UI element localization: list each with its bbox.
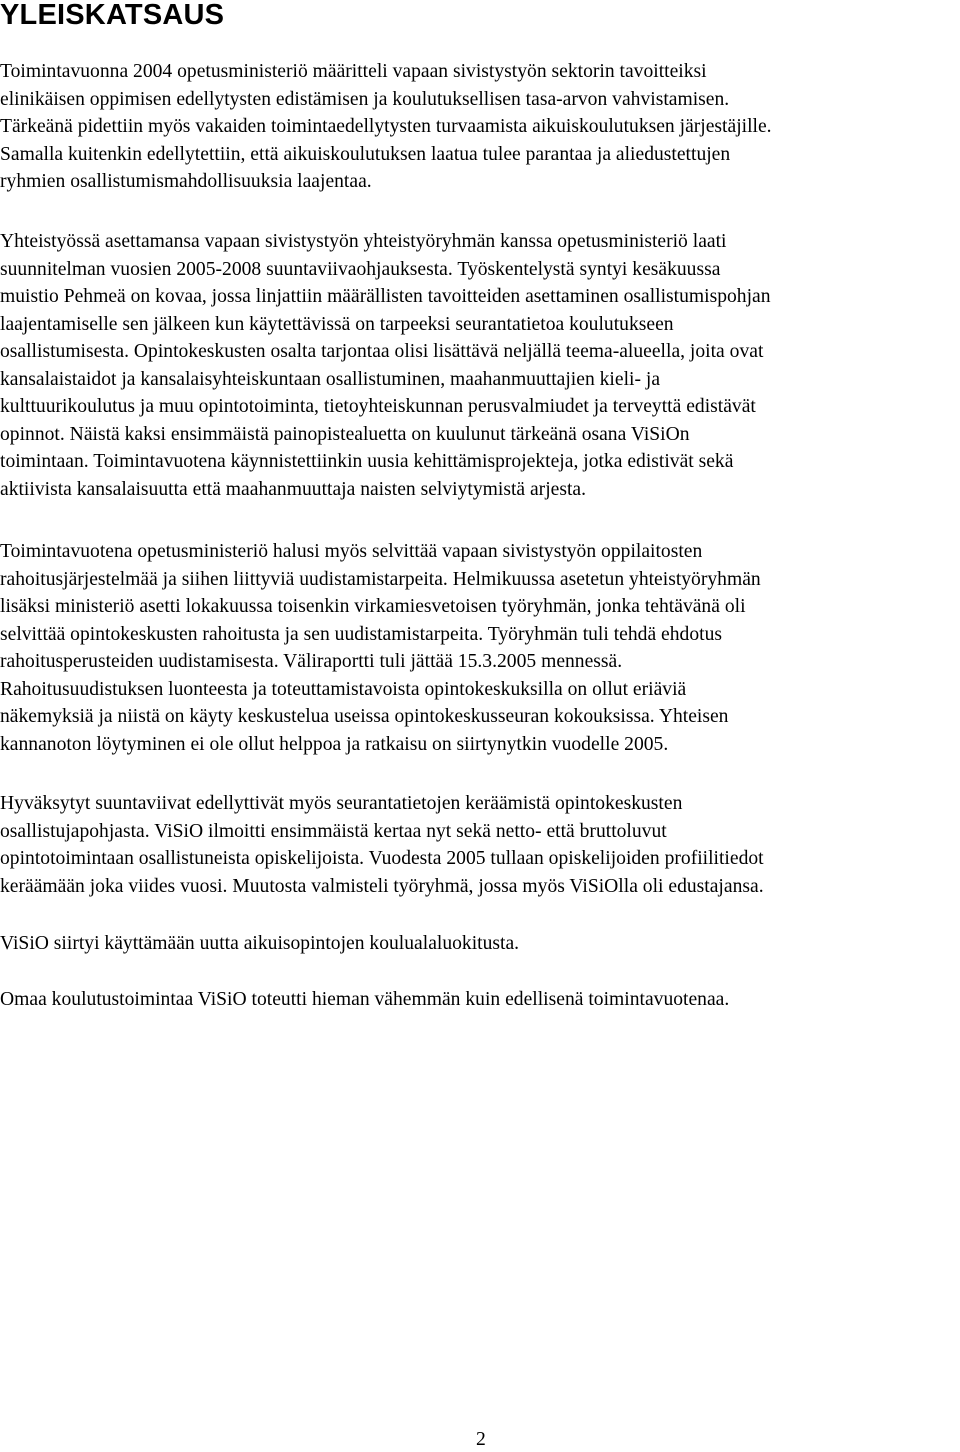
paragraph-line: Yhteistyössä asettamansa vapaan sivistystyön yhteistyöryhmän kanssa opetusministeriö laati: [0, 231, 727, 252]
paragraph-line: kansalaistaidot ja kansalaisyhteiskuntaan osallistuminen, maahanmuuttajien kieli- ja: [0, 368, 661, 390]
paragraph-line: Hyväksytyt suuntaviivat edellyttivät myös seurantatietojen keräämistä opintokeskusten: [0, 793, 683, 814]
paragraph-line: Toimintavuotena opetusministeriö halusi myös selvittää vapaan sivistystyön oppilaitosten: [0, 541, 703, 562]
document-title: YLEISKATSAUS: [0, 0, 225, 31]
paragraph-line: Rahoitusuudistuksen luonteesta ja toteuttamistavoista opintokeskuksilla on ollut eriäviä: [0, 678, 687, 700]
paragraph-line: osallistumisesta. Opintokeskusten osalta tarjontaa olisi lisättävä neljällä teema-alueella, joita ovat: [0, 341, 764, 362]
paragraph-2: [0, 228, 960, 503]
paragraph-1: [0, 58, 960, 196]
page-number: 2: [476, 1429, 486, 1450]
paragraph-line: ryhmien osallistumismahdollisuuksia laajentaa.: [0, 171, 372, 192]
paragraph-line: osallistujapohjasta. ViSiO ilmoitti ensimmäistä kertaa nyt sekä netto- että bruttoluvut: [0, 820, 667, 842]
paragraph-line: kannanoton löytyminen ei ole ollut helppoa ja ratkaisu on siirtynytkin vuodelle 2005.: [0, 733, 669, 755]
paragraph-line: Toimintavuonna 2004 opetusministeriö määritteli vapaan sivistystyön sektorin tavoitteiksi: [0, 61, 707, 82]
paragraph-line: Omaa koulutustoimintaa ViSiO toteutti hieman vähemmän kuin edellisenä toimintavuotenaa.: [0, 989, 730, 1010]
paragraph-line: selvittää opintokeskusten rahoitusta ja sen uudistamistarpeita. Työryhmän tuli tehdä ehdotus: [0, 623, 723, 645]
paragraph-line: Samalla kuitenkin edellytettiin, että aikuiskoulutuksen laatua tulee parantaa ja aliedustettujen: [0, 143, 731, 165]
paragraph-6: [0, 986, 960, 1014]
paragraph-3: [0, 538, 960, 758]
paragraph-line: keräämään joka viides vuosi. Muutosta valmisteli työryhmä, jossa myös ViSiOlla oli edustajansa.: [0, 875, 764, 897]
paragraph-line: lisäksi ministeriö asetti lokakuussa toisenkin virkamiesvetoisen työryhmän, jonka tehtävänä oli: [0, 596, 746, 617]
paragraph-4: [0, 790, 960, 900]
paragraph-line: ViSiO siirtyi käyttämään uutta aikuisopintojen koulualaluokitusta.: [0, 933, 520, 954]
paragraph-line: aktiivista kansalaisuutta että maahanmuuttaja naisten selviytymistä arjesta.: [0, 478, 587, 500]
paragraph-line: toimintaan. Toimintavuotena käynnistettiinkin uusia kehittämisprojekteja, jotka edistivät sekä: [0, 451, 734, 472]
paragraph-line: opinnot. Näistä kaksi ensimmäistä painopistealuetta on kuulunut tärkeänä osana ViSiOn: [0, 423, 690, 445]
paragraph-line: laajentamiselle sen jälkeen kun käytettävissä on tarpeeksi seurantatietoa koulutukseen: [0, 313, 674, 335]
paragraph-line: Tärkeänä pidettiin myös vakaiden toimintaedellytysten turvaamista aikuiskoulutuksen järjestäjille.: [0, 116, 772, 137]
paragraph-line: näkemyksiä ja niistä on käyty keskustelua useissa opintokeskusseuran kokouksissa. Yhteisen: [0, 706, 729, 727]
paragraph-line: kulttuurikoulutus ja muu opintotoiminta, tietoyhteiskunnan perusvalmiudet ja terveyttä edistävät: [0, 396, 756, 417]
paragraph-line: rahoitusperusteiden uudistamisesta. Väliraportti tuli jättää 15.3.2005 mennessä.: [0, 651, 623, 672]
paragraph-line: muistio Pehmeä on kovaa, jossa linjattiin määrällisten tavoitteiden asettaminen osallistumispohjan: [0, 286, 771, 307]
paragraph-line: rahoitusjärjestelmää ja siihen liittyviä uudistamistarpeita. Helmikuussa asetetun yhteistyöryhmän: [0, 568, 761, 590]
paragraph-line: suunnitelman vuosien 2005-2008 suuntaviivaohjauksesta. Työskentelystä syntyi kesäkuussa: [0, 258, 721, 280]
paragraph-line: opintotoimintaan osallistuneista opiskelijoista. Vuodesta 2005 tullaan opiskelijoiden profiilitiedot: [0, 848, 764, 869]
paragraph-5: [0, 930, 960, 958]
paragraph-line: elinikäisen oppimisen edellytysten edistämisen ja koulutuksellisen tasa-arvon vahvistamisen.: [0, 88, 730, 110]
